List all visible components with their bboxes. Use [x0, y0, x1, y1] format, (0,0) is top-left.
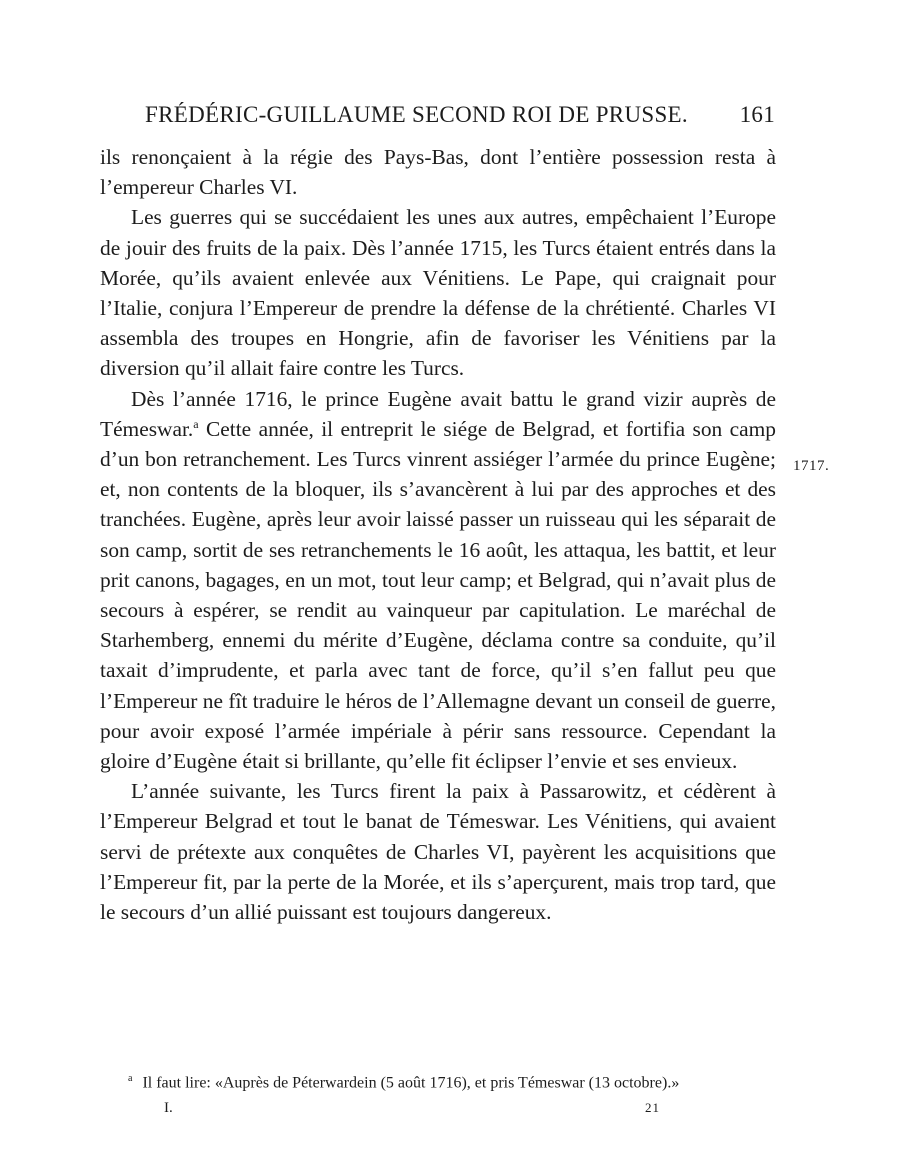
paragraph-1: ils renonçaient à la régie des Pays-Bas, dont l’entière possession resta à l’empereur Charles VI. — [100, 145, 776, 200]
footnote-text: Il faut lire: «Auprès de Péterwardein (5 août 1716), et pris Témeswar (13 octobre).» — [142, 1074, 680, 1092]
body-text — [100, 142, 776, 927]
running-title: FRÉDÉRIC-GUILLAUME SECOND ROI DE PRUSSE. — [145, 102, 688, 127]
sheet-signature: 21 — [645, 1100, 660, 1115]
footnote-reference: a — [193, 416, 199, 431]
paragraph-3-start: Dès l’année 1716, le prince Eugène avait battu le grand vizir auprès de Témeswar. — [100, 386, 776, 441]
paragraph-4: L’année suivante, les Turcs firent la paix à Passarowitz, et cédèrent à l’Empereur Belgrad et tout le banat de Témeswar. Les Vénitiens, qui avaient servi de prétexte aux conquêtes de Charles VI, payèrent les acquisitions que l’Empereur fit, par la perte de la Morée, et ils s’aperçurent, mais trop tard, que le secours d’un allié puissant est toujours dangereux. — [100, 779, 776, 925]
footnote-mark: a — [128, 1073, 133, 1084]
volume-signature: I. — [164, 1100, 173, 1116]
paragraph-2: Les guerres qui se succédaient les unes aux autres, empêchaient l’Europe de jouir des fruits de la paix. Dès l’année 1715, les Turcs étaient entrés dans la Morée, qu’ils avaient enlevée aux Vénitiens. Le Pape, qui craignait pour l’Italie, conjura l’Empereur de prendre la défense de la chrétienté. Charles VI assembla des troupes en Hongrie, afin de favoriser les Vénitiens par la diversion qu’il allait faire contre les Turcs. — [100, 205, 776, 381]
footnote — [128, 1068, 788, 1094]
paragraph-3 — [100, 384, 776, 777]
margin-year-note: 1717. — [793, 458, 830, 474]
paragraph-3-rest: Cette année, il entreprit le siége de Belgrad, et fortifia son camp d’un bon retranchement. Les Turcs vinrent assiéger l’armée du prince Eugène; et, non contents de la bloquer, ils s’avancèrent à lui par des approches et des tranchées. Eugène, après leur avoir laissé passer un ruisseau qui les séparait de son camp, sortit de ses retranchements le 16 août, les attaqua, les battit, et leur prit canons, bagages, en un mot, tout leur camp; et Belgrad, qui n’avait plus de secours à espérer, se rendit au vainqueur par capitulation. Le maréchal de Starhemberg, ennemi du mérite d’Eugène, déclama contre sa conduite, qu’il taxait d’imprudente, et parla avec tant de force, qu’il s’en fallut peu que l’Empereur ne fît traduire le héros de l’Allemagne devant un conseil de guerre, pour avoir exposé l’armée impériale à périr sans ressource. Cependant la gloire d’Eugène était si brillante, qu’elle fit éclipser l’envie et ses envieux. — [100, 416, 776, 774]
page-number: 161 — [739, 102, 775, 127]
